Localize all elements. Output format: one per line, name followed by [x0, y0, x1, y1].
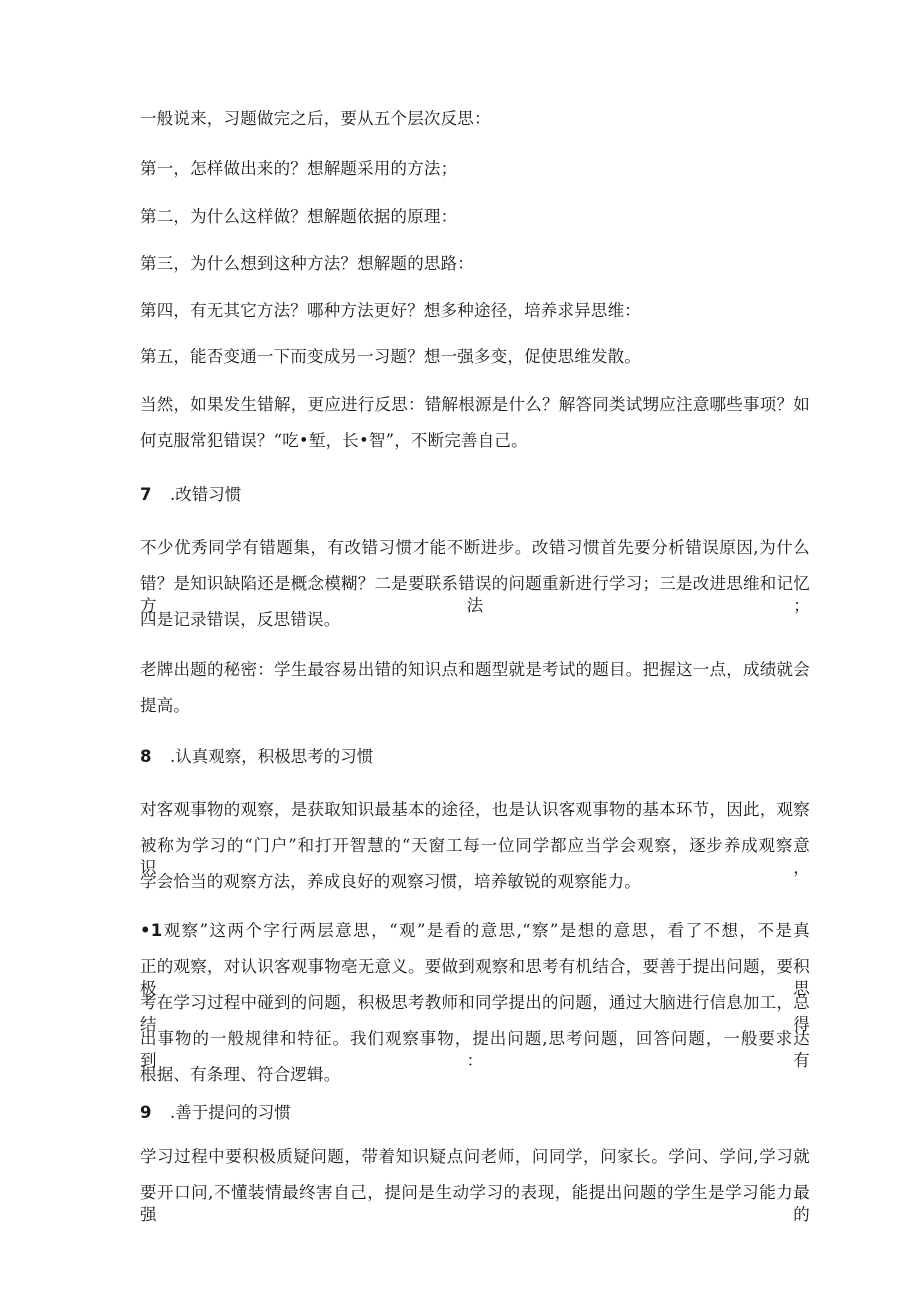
section-8-heading	[140, 746, 373, 768]
reflection-intro: 一般说来，习题做完之后，要从五个层次反思：	[140, 109, 491, 128]
reflection-level-2: 第二，为什么这样做？想解题依据的原理：	[140, 207, 458, 226]
section-7-heading	[140, 484, 241, 506]
reflection-error-line-1: 当然，如果发生错解，更应进行反思：错解根源是什么？解答同类试甥应注意哪些事项？如	[140, 395, 810, 414]
section-8-p1-line-2: 被称为学习的“门户”和打开智慧的“天窗工每一位同学都应当学会观察，逐步养成观察意识，	[140, 836, 810, 877]
section-7-p1-line-1: 不少优秀同学有错题集，有改错习惯才能不断进步。改错习惯首先要分析错误原因,为什么	[140, 538, 810, 557]
section-9-p1-line-2: 要开口问,不懂装情最终害自己，提问是生动学习的表现，能提出问题的学生是学习能力最强的	[140, 1183, 810, 1224]
section-8-p1-line-1: 对客观事物的观察，是获取知识最基本的途径，也是认识客观事物的基本环节，因此，观察	[140, 800, 810, 819]
section-8-title: .认真观察，积极思考的习惯	[170, 747, 374, 766]
reflection-level-5: 第五，能否变通一下而变成另一习题？想一强多变，促使思维发散。	[140, 347, 641, 366]
section-7-title: .改错习惯	[170, 485, 242, 504]
section-7-p2-line-2: 提高。	[140, 696, 191, 715]
section-8-p2-line-1-text: 观察”这两个字行两层意思，“观”是看的意思,“察”是想的意思，看了不想，不是真	[162, 921, 810, 940]
section-8-p2-line-3: 考在学习过程中碰到的问题，积极思考教师和同学提出的问题，通过大脑进行信息加工，总结得	[140, 993, 810, 1034]
section-8-p2-line-1	[140, 920, 810, 942]
bullet-mark: •1	[140, 921, 163, 940]
section-8-number: 8	[140, 747, 152, 766]
section-7-p1-line-3: 四是记录错误，反思错误。	[140, 610, 341, 629]
section-8-p1-line-3: 学会恰当的观察方法，养成良好的观察习惯，培养敏锐的观察能力。	[140, 872, 641, 891]
section-7-number: 7	[140, 485, 152, 504]
section-8-p2-line-2: 正的观察，对认识客观事物亳无意义。要做到观察和思考有机结合，要善于提出问题，要积极思	[140, 957, 810, 998]
section-9-title: .善于提问的习惯	[170, 1103, 291, 1122]
section-7-p2-line-1: 老牌出题的秘密：学生最容易出错的知识点和题型就是考试的题目。把握这一点，成绩就会	[140, 660, 810, 679]
section-9-heading	[140, 1102, 291, 1124]
reflection-error-line-2: 何克服常犯错误？“吃•堑，长•智”，不断完善自己。	[140, 431, 528, 450]
section-8-p2-line-4: 出事物的一般规律和特征。我们观察事物，提出问题,思考问题，回答问题，一般要求达到：有	[140, 1029, 810, 1070]
section-8-p2-line-5: 根据、有条理、符合逻辑。	[140, 1065, 341, 1084]
section-9-number: 9	[140, 1103, 152, 1122]
reflection-level-3: 第三，为什么想到这种方法？想解题的思路：	[140, 254, 474, 273]
reflection-level-4: 第四，有无其它方法？哪种方法更好？想多种途径，培养求异思维：	[140, 301, 641, 320]
section-7-p1-line-2: 错？是知识缺陷还是概念模糊？二是要联系错误的问题重新进行学习；三是改进思维和记忆方法；	[140, 574, 810, 615]
reflection-level-1: 第一，怎样做出来的？想解题采用的方法；	[140, 159, 458, 178]
section-9-p1-line-1: 学习过程中要积极质疑问题，带着知识疑点问老师，问同学，问家长。学问、学问,学习就	[140, 1147, 810, 1166]
